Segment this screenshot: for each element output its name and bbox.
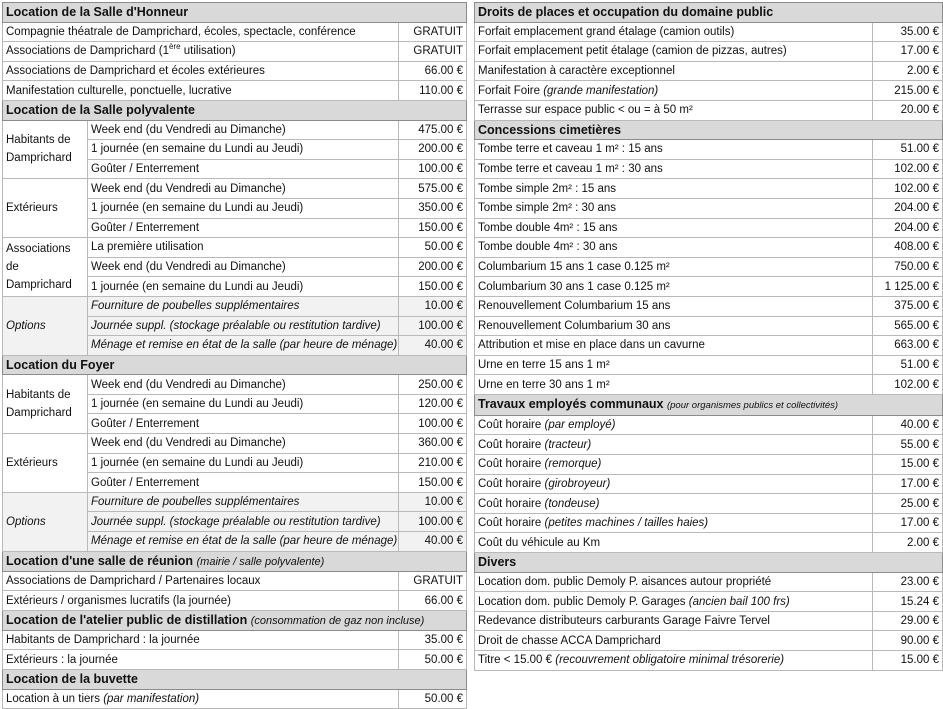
section-header-droits-places bbox=[475, 3, 943, 23]
table-row bbox=[475, 455, 943, 475]
row-price: 408.00 € bbox=[873, 238, 943, 258]
table-row bbox=[475, 198, 943, 218]
row-price: 215.00 € bbox=[873, 81, 943, 101]
row-label: Tombe simple 2m² : 30 ans bbox=[475, 198, 873, 218]
row-label: 1 journée (en semaine du Lundi au Jeudi) bbox=[88, 140, 399, 160]
row-price: 15.24 € bbox=[873, 592, 943, 612]
group-label: Habitants de Damprichard bbox=[3, 120, 88, 179]
row-label: Tombe double 4m² : 15 ans bbox=[475, 218, 873, 238]
row-price: 66.00 € bbox=[399, 591, 467, 611]
row-price: 200.00 € bbox=[399, 140, 467, 160]
row-label: Forfait emplacement petit étalage (camion de pizzas, autres) bbox=[475, 42, 873, 62]
row-label: Fourniture de poubelles supplémentaires bbox=[88, 296, 399, 316]
row-label bbox=[475, 631, 873, 651]
table-row bbox=[3, 238, 467, 258]
table-row bbox=[3, 434, 467, 454]
row-label bbox=[475, 435, 873, 455]
row-price: 10.00 € bbox=[399, 296, 467, 316]
row-label: Associations de Damprichard / Partenaires locaux bbox=[3, 571, 399, 591]
row-label bbox=[475, 611, 873, 631]
table-row bbox=[475, 435, 943, 455]
row-label bbox=[475, 494, 873, 514]
section-note: (consommation de gaz non incluse) bbox=[250, 614, 425, 627]
row-price: 55.00 € bbox=[873, 435, 943, 455]
label-text: Coût horaire bbox=[478, 517, 542, 530]
table-row bbox=[3, 591, 467, 611]
row-price: 40.00 € bbox=[399, 532, 467, 552]
section-header-foyer bbox=[3, 355, 467, 375]
table-row bbox=[475, 257, 943, 277]
label-part: Associations de Damprichard (1 bbox=[6, 45, 169, 58]
row-label: Urne en terre 30 ans 1 m² bbox=[475, 375, 873, 395]
group-label: Extérieurs bbox=[3, 179, 88, 238]
label-text: Droit de chasse ACCA Damprichard bbox=[478, 634, 661, 647]
right-tariff-column bbox=[474, 2, 942, 671]
row-label bbox=[3, 42, 399, 62]
section-title-text: Location d'une salle de réunion bbox=[6, 553, 194, 568]
row-price: 110.00 € bbox=[399, 81, 467, 101]
row-label: Extérieurs / organismes lucratifs (la journée) bbox=[3, 591, 399, 611]
row-label: Columbarium 15 ans 1 case 0.125 m² bbox=[475, 257, 873, 277]
row-price: 1 125.00 € bbox=[873, 277, 943, 297]
row-price: GRATUIT bbox=[399, 22, 467, 42]
label-part: utilisation) bbox=[180, 45, 236, 58]
row-price: 350.00 € bbox=[399, 198, 467, 218]
table-row bbox=[475, 651, 943, 671]
row-price: 210.00 € bbox=[399, 453, 467, 473]
table-row bbox=[475, 179, 943, 199]
section-header-salle-polyvalente bbox=[3, 100, 467, 120]
table-row bbox=[3, 42, 467, 62]
row-label: Ménage et remise en état de la salle (par heure de ménage) bbox=[88, 532, 399, 552]
row-label bbox=[475, 592, 873, 612]
row-label: Week end (du Vendredi au Dimanche) bbox=[88, 179, 399, 199]
row-label: Urne en terre 15 ans 1 m² bbox=[475, 355, 873, 375]
row-price: 102.00 € bbox=[873, 159, 943, 179]
row-label bbox=[475, 455, 873, 475]
row-price: 2.00 € bbox=[873, 61, 943, 81]
table-row bbox=[3, 650, 467, 670]
row-label: 1 journée (en semaine du Lundi au Jeudi) bbox=[88, 453, 399, 473]
row-label bbox=[475, 415, 873, 435]
section-header-divers bbox=[475, 553, 943, 573]
table-row bbox=[475, 218, 943, 238]
row-label: Week end (du Vendredi au Dimanche) bbox=[88, 257, 399, 277]
row-price: 35.00 € bbox=[873, 22, 943, 42]
label-text: Titre < 15.00 € bbox=[478, 654, 553, 667]
table-row bbox=[475, 631, 943, 651]
left-tariff-table bbox=[2, 2, 467, 709]
row-price: 2.00 € bbox=[873, 533, 943, 553]
row-price: 15.00 € bbox=[873, 651, 943, 671]
table-row bbox=[3, 179, 467, 199]
row-label: Journée suppl. (stockage préalable ou restitution tardive) bbox=[88, 512, 399, 532]
label-text: Location dom. public Demoly P. Garages bbox=[478, 595, 686, 608]
label-note: (recouvrement obligatoire minimal trésorerie) bbox=[555, 654, 785, 667]
row-price: 200.00 € bbox=[399, 257, 467, 277]
row-price: 50.00 € bbox=[399, 650, 467, 670]
row-price: 100.00 € bbox=[399, 512, 467, 532]
table-row bbox=[475, 415, 943, 435]
section-title: Droits de places et occupation du domaine public bbox=[475, 3, 943, 23]
row-label: Habitants de Damprichard : la journée bbox=[3, 630, 399, 650]
label-note: (remorque) bbox=[544, 458, 602, 471]
row-label: Renouvellement Columbarium 30 ans bbox=[475, 316, 873, 336]
row-price: 25.00 € bbox=[873, 494, 943, 514]
row-label: Tombe terre et caveau 1 m² : 30 ans bbox=[475, 159, 873, 179]
row-label: 1 journée (en semaine du Lundi au Jeudi) bbox=[88, 394, 399, 414]
table-row bbox=[475, 42, 943, 62]
row-price: 100.00 € bbox=[399, 159, 467, 179]
section-title: Concessions cimetières bbox=[475, 120, 943, 140]
row-label: Forfait emplacement grand étalage (camion outils) bbox=[475, 22, 873, 42]
table-row bbox=[475, 159, 943, 179]
row-label: Week end (du Vendredi au Dimanche) bbox=[88, 375, 399, 395]
group-label: Habitants de Damprichard bbox=[3, 375, 88, 434]
row-price: 204.00 € bbox=[873, 198, 943, 218]
row-price: 50.00 € bbox=[399, 689, 467, 709]
row-label: Tombe terre et caveau 1 m² : 15 ans bbox=[475, 140, 873, 160]
table-row bbox=[3, 81, 467, 101]
row-price: GRATUIT bbox=[399, 571, 467, 591]
row-price: 15.00 € bbox=[873, 455, 943, 475]
row-label: Columbarium 30 ans 1 case 0.125 m² bbox=[475, 277, 873, 297]
group-label: Options bbox=[3, 492, 88, 551]
row-label: Renouvellement Columbarium 15 ans bbox=[475, 296, 873, 316]
row-price: 50.00 € bbox=[399, 238, 467, 258]
row-label: Goûter / Enterrement bbox=[88, 159, 399, 179]
table-row bbox=[475, 494, 943, 514]
label-note: (par manifestation) bbox=[103, 692, 200, 705]
table-row bbox=[3, 375, 467, 395]
row-label bbox=[475, 572, 873, 592]
label-note: (grande manifestation) bbox=[543, 84, 659, 97]
label-note: (girobroyeur) bbox=[544, 477, 611, 490]
section-note: (mairie / salle polyvalente) bbox=[196, 555, 325, 568]
row-label: Goûter / Enterrement bbox=[88, 473, 399, 493]
table-row bbox=[475, 22, 943, 42]
table-row bbox=[3, 492, 467, 512]
label-note: (tondeuse) bbox=[544, 497, 600, 510]
row-price: 35.00 € bbox=[399, 630, 467, 650]
section-title bbox=[3, 610, 467, 630]
section-title-text: Location de l'atelier public de distillation bbox=[6, 612, 248, 627]
row-price: 29.00 € bbox=[873, 611, 943, 631]
row-price: 51.00 € bbox=[873, 140, 943, 160]
section-header-salle-reunion bbox=[3, 551, 467, 571]
row-price: 100.00 € bbox=[399, 414, 467, 434]
label-note: (petites machines / tailles haies) bbox=[544, 517, 709, 530]
section-note: (pour organismes publics et collectivités) bbox=[666, 399, 839, 411]
row-price: 40.00 € bbox=[873, 415, 943, 435]
group-label: Associations de Damprichard bbox=[3, 238, 88, 297]
table-row bbox=[475, 140, 943, 160]
table-row bbox=[475, 336, 943, 356]
table-row bbox=[3, 630, 467, 650]
row-label: Week end (du Vendredi au Dimanche) bbox=[88, 434, 399, 454]
label-text: Coût horaire bbox=[478, 458, 542, 471]
label-text: Coût horaire bbox=[478, 497, 542, 510]
label-note: (par employé) bbox=[544, 419, 616, 432]
label-text: Coût horaire bbox=[478, 438, 542, 451]
right-tariff-table bbox=[474, 2, 943, 671]
row-label: Extérieurs : la journée bbox=[3, 650, 399, 670]
row-price: 17.00 € bbox=[873, 474, 943, 494]
row-label bbox=[475, 533, 873, 553]
row-price: 17.00 € bbox=[873, 42, 943, 62]
section-header-buvette bbox=[3, 670, 467, 690]
group-label: Options bbox=[3, 296, 88, 355]
row-price: 204.00 € bbox=[873, 218, 943, 238]
table-row bbox=[475, 592, 943, 612]
table-row bbox=[3, 61, 467, 81]
row-label bbox=[475, 474, 873, 494]
row-label: Week end (du Vendredi au Dimanche) bbox=[88, 120, 399, 140]
row-price: 51.00 € bbox=[873, 355, 943, 375]
row-price: 150.00 € bbox=[399, 473, 467, 493]
label-note: (tracteur) bbox=[544, 438, 592, 451]
label-note: (ancien bail 100 frs) bbox=[688, 595, 790, 608]
row-label: Associations de Damprichard et écoles extérieures bbox=[3, 61, 399, 81]
row-price: 150.00 € bbox=[399, 277, 467, 297]
section-header-salle-honneur bbox=[3, 3, 467, 23]
section-header-concessions bbox=[475, 120, 943, 140]
table-row bbox=[475, 572, 943, 592]
row-price: 250.00 € bbox=[399, 375, 467, 395]
section-title: Location de la buvette bbox=[3, 670, 467, 690]
table-row bbox=[475, 513, 943, 533]
row-label: Manifestation culturelle, ponctuelle, lucrative bbox=[3, 81, 399, 101]
label-text: Location dom. public Demoly P. aisances autour propriété bbox=[478, 575, 772, 588]
row-price: 90.00 € bbox=[873, 631, 943, 651]
row-label: Ménage et remise en état de la salle (par heure de ménage) bbox=[88, 336, 399, 356]
row-price: 750.00 € bbox=[873, 257, 943, 277]
table-row bbox=[475, 533, 943, 553]
table-row bbox=[3, 571, 467, 591]
row-price: 10.00 € bbox=[399, 492, 467, 512]
row-price: 575.00 € bbox=[399, 179, 467, 199]
table-row bbox=[3, 120, 467, 140]
label-text: Location à un tiers bbox=[6, 692, 100, 705]
row-price: 375.00 € bbox=[873, 296, 943, 316]
row-label: La première utilisation bbox=[88, 238, 399, 258]
label-text: Forfait Foire bbox=[478, 84, 540, 97]
section-header-distillation bbox=[3, 610, 467, 630]
label-text: Coût horaire bbox=[478, 477, 542, 490]
table-row bbox=[3, 22, 467, 42]
row-price: GRATUIT bbox=[399, 42, 467, 62]
row-price: 23.00 € bbox=[873, 572, 943, 592]
row-price: 150.00 € bbox=[399, 218, 467, 238]
section-title: Location de la Salle polyvalente bbox=[3, 100, 467, 120]
table-row bbox=[475, 474, 943, 494]
row-price: 40.00 € bbox=[399, 336, 467, 356]
section-title bbox=[475, 394, 943, 415]
row-label bbox=[475, 81, 873, 101]
section-title: Location de la Salle d'Honneur bbox=[3, 3, 467, 23]
row-price: 360.00 € bbox=[399, 434, 467, 454]
section-title-text: Travaux employés communaux bbox=[478, 396, 664, 411]
row-label: Attribution et mise en place dans un cavurne bbox=[475, 336, 873, 356]
row-price: 20.00 € bbox=[873, 100, 943, 120]
row-price: 120.00 € bbox=[399, 394, 467, 414]
row-label: Fourniture de poubelles supplémentaires bbox=[88, 492, 399, 512]
left-tariff-column bbox=[2, 2, 466, 709]
row-label: 1 journée (en semaine du Lundi au Jeudi) bbox=[88, 198, 399, 218]
label-superscript: ère bbox=[169, 42, 181, 52]
table-row bbox=[3, 296, 467, 316]
row-label: Goûter / Enterrement bbox=[88, 414, 399, 434]
section-title bbox=[3, 551, 467, 571]
row-price: 102.00 € bbox=[873, 179, 943, 199]
table-row bbox=[475, 81, 943, 101]
group-label: Extérieurs bbox=[3, 434, 88, 493]
table-row bbox=[475, 61, 943, 81]
row-label bbox=[475, 513, 873, 533]
row-price: 102.00 € bbox=[873, 375, 943, 395]
section-header-travaux bbox=[475, 394, 943, 415]
label-text: Coût du véhicule au Km bbox=[478, 536, 601, 549]
table-row bbox=[475, 355, 943, 375]
table-row bbox=[475, 100, 943, 120]
table-row bbox=[475, 611, 943, 631]
label-text: Coût horaire bbox=[478, 419, 542, 432]
row-label: Manifestation à caractère exceptionnel bbox=[475, 61, 873, 81]
row-price: 17.00 € bbox=[873, 513, 943, 533]
table-row bbox=[475, 296, 943, 316]
table-row bbox=[475, 316, 943, 336]
section-title: Location du Foyer bbox=[3, 355, 467, 375]
table-row bbox=[475, 238, 943, 258]
section-title: Divers bbox=[475, 553, 943, 573]
row-label: Compagnie théatrale de Damprichard, écoles, spectacle, conférence bbox=[3, 22, 399, 42]
row-price: 475.00 € bbox=[399, 120, 467, 140]
row-label: Journée suppl. (stockage préalable ou restitution tardive) bbox=[88, 316, 399, 336]
table-row bbox=[475, 277, 943, 297]
label-text: Redevance distributeurs carburants Garage Faivre Tervel bbox=[478, 615, 770, 628]
row-label: Tombe simple 2m² : 15 ans bbox=[475, 179, 873, 199]
row-label: Tombe double 4m² : 30 ans bbox=[475, 238, 873, 258]
row-label: Terrasse sur espace public < ou = à 50 m² bbox=[475, 100, 873, 120]
row-price: 663.00 € bbox=[873, 336, 943, 356]
row-price: 100.00 € bbox=[399, 316, 467, 336]
row-label bbox=[3, 689, 399, 709]
row-price: 66.00 € bbox=[399, 61, 467, 81]
table-row bbox=[475, 375, 943, 395]
row-price: 565.00 € bbox=[873, 316, 943, 336]
row-label: Goûter / Enterrement bbox=[88, 218, 399, 238]
row-label: 1 journée (en semaine du Lundi au Jeudi) bbox=[88, 277, 399, 297]
table-row bbox=[3, 689, 467, 709]
row-label bbox=[475, 651, 873, 671]
